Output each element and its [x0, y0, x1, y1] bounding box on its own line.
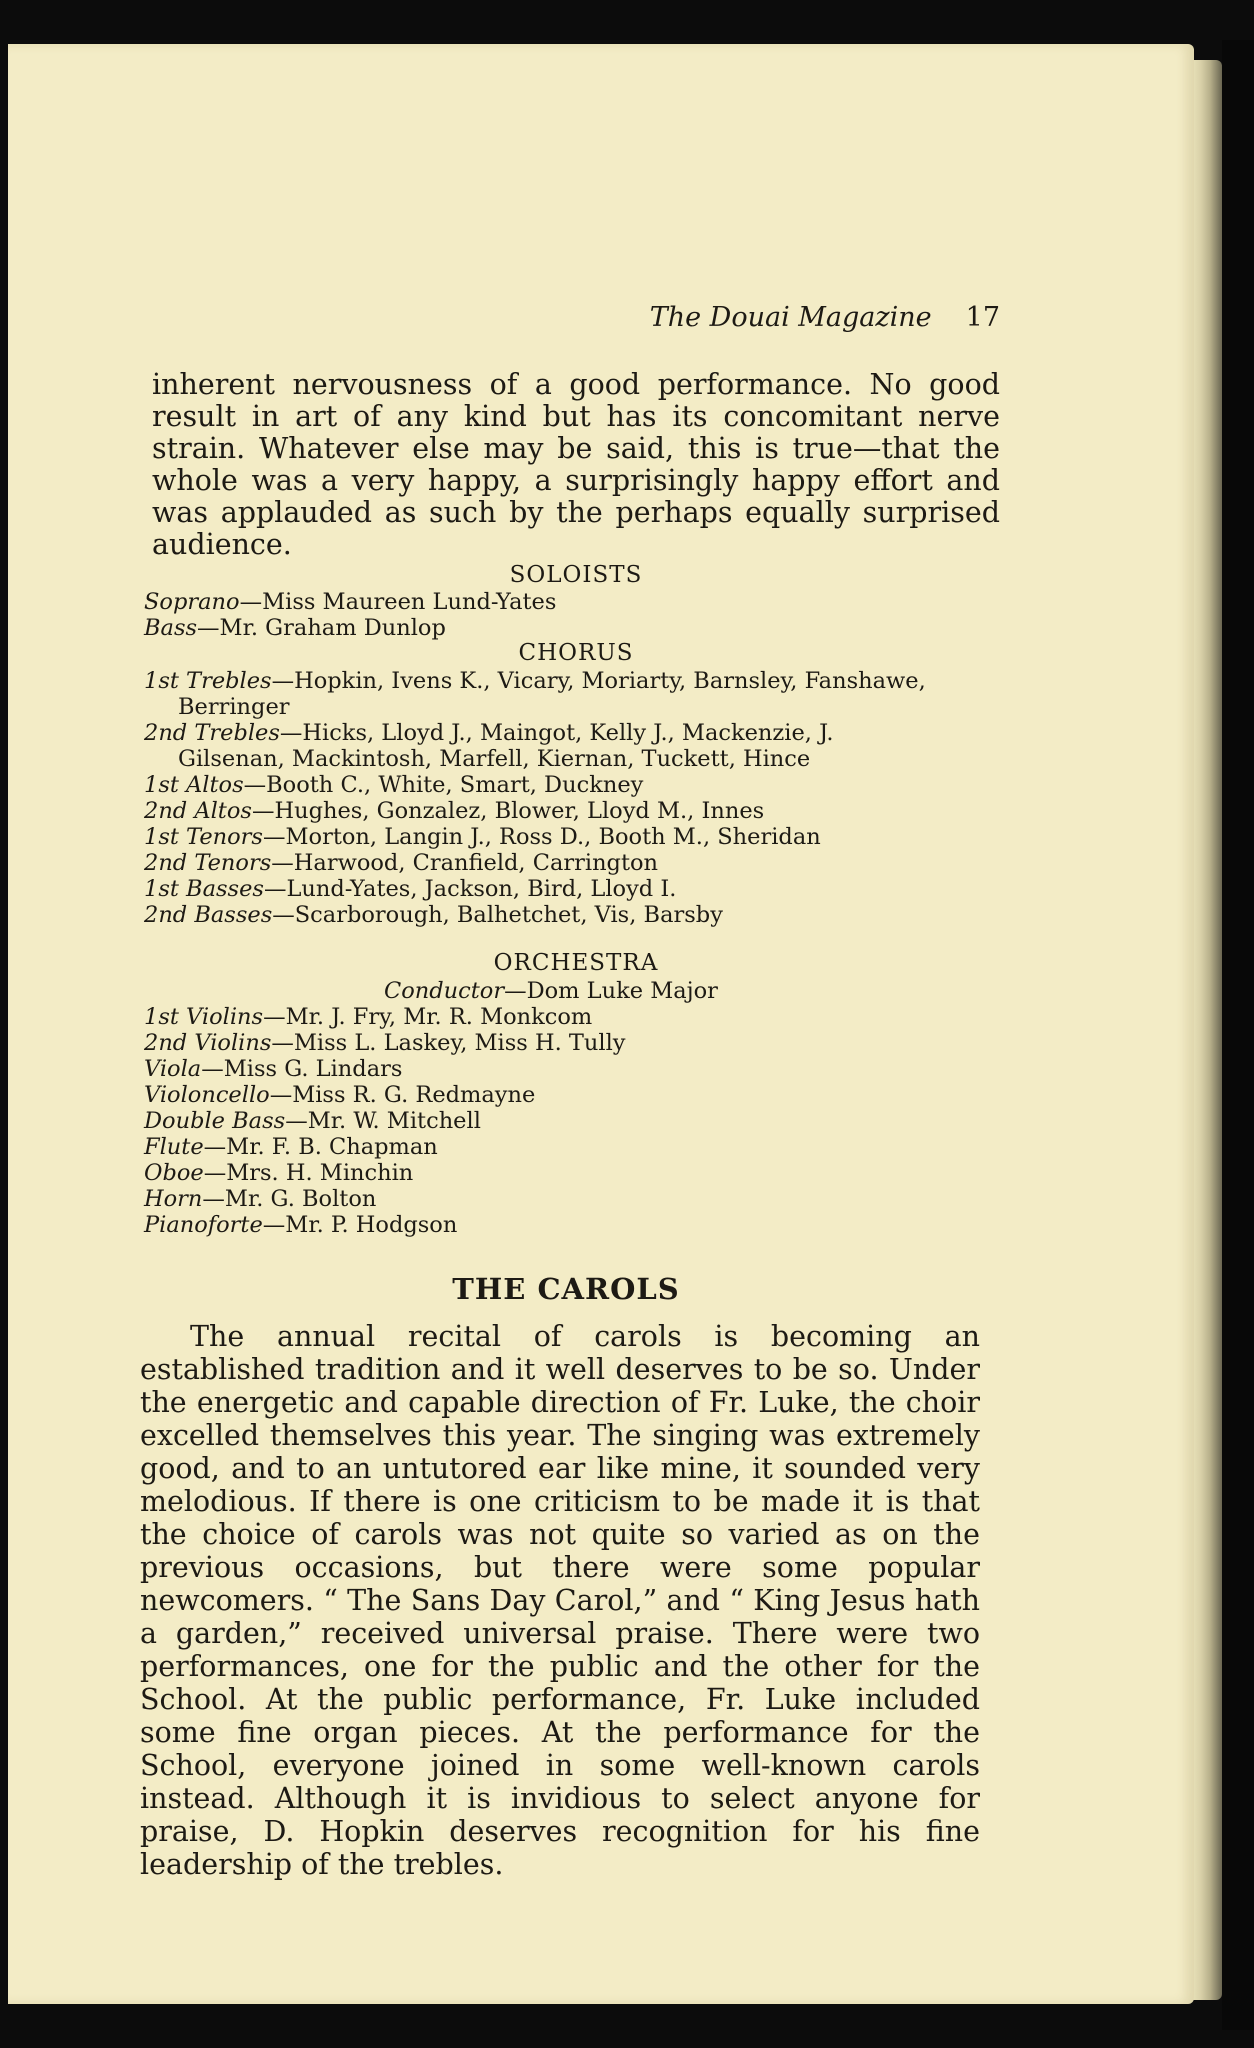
list-item: [144, 1186, 1014, 1212]
page-edge: [1192, 60, 1222, 2000]
performer-names: —Lund-Yates, Jackson, Bird, Lloyd I.: [263, 876, 677, 902]
page-number: 17: [965, 302, 1000, 333]
role-label: Pianoforte: [144, 1212, 263, 1238]
performer-names: —Booth C., White, Smart, Duckney: [243, 772, 644, 798]
list-item: [144, 876, 1014, 902]
list-item: [144, 720, 1014, 746]
list-item: [144, 615, 1014, 641]
performer-names: —Miss R. G. Redmayne: [269, 1082, 536, 1108]
list-item: [144, 850, 1014, 876]
list-item: [144, 1056, 1014, 1082]
list-item: [144, 589, 1014, 615]
performer-names: —Dom Luke Major: [504, 978, 718, 1004]
role-label: Viola: [144, 1056, 202, 1082]
list-item-conductor: [144, 978, 1014, 1004]
role-label: Horn: [144, 1186, 203, 1212]
orchestra-heading: ORCHESTRA: [493, 950, 659, 976]
carols-paragraph: The annual recital of carols is becoming an established tradition and it well deserves to be so. Under the energetic and capable direction of Fr. Luke, the choir excelled themselves this year. The singing was extremely good, and to an untutored ear like mine, it sounded very melodious. If there is one criticism to be made it is that the choice of carols was not quite so varied as on the previous occasions, but there were some popular newcomers. “ The Sans Day Carol,” and “ King Jesus hath a garden,” received universal praise. There were two performances, one for the public and the other for the School. At the public performance, Fr. Luke included some fine organ pieces. At the performance for the School, everyone joined in some well-known carols instead. Although it is invidious to select anyone for praise, D. Hopkin deserves recognition for his fine leadership of the trebles.: [140, 1320, 980, 1881]
orchestra-list: [144, 978, 1014, 1238]
book-spine: [1222, 40, 1254, 2030]
list-item: [144, 824, 1014, 850]
performer-names: —Hicks, Lloyd J., Maingot, Kelly J., Mackenzie, J.: [279, 720, 834, 746]
soloists-heading: SOLOISTS: [509, 562, 643, 588]
list-item: [144, 1030, 1014, 1056]
role-label: Conductor: [384, 978, 505, 1004]
role-label: 2nd Trebles: [144, 720, 280, 746]
role-label: Oboe: [144, 1160, 204, 1186]
performer-names: —Miss L. Laskey, Miss H. Tully: [271, 1030, 626, 1056]
list-item: [144, 1004, 1014, 1030]
performer-names: —Mr. Graham Dunlop: [197, 615, 446, 641]
intro-paragraph: inherent nervousness of a good performance. No good result in art of any kind but has its concomitant nerve strain. Whatever else may be said, this is true—that the whole was a very happy, a surprisingly happy effort and was applauded as such by the perhaps equally surprised audience.: [152, 368, 1000, 561]
role-label: 1st Basses: [144, 876, 264, 902]
role-label: 2nd Violins: [144, 1030, 272, 1056]
chorus-heading: CHORUS: [518, 640, 634, 666]
list-item: [144, 1212, 1014, 1238]
performer-names: —Hughes, Gonzalez, Blower, Lloyd M., Innes: [251, 798, 765, 824]
list-item: [144, 1108, 1014, 1134]
list-item: [144, 1160, 1014, 1186]
list-item: [144, 1134, 1014, 1160]
performer-names: —Mr. G. Bolton: [202, 1186, 377, 1212]
chorus-list: [144, 668, 1014, 928]
performer-names: —Mr. W. Mitchell: [285, 1108, 481, 1134]
role-label: 1st Violins: [144, 1004, 264, 1030]
performer-names: —Miss G. Lindars: [201, 1056, 403, 1082]
list-item: [144, 1082, 1014, 1108]
list-item: [144, 668, 1014, 694]
list-item-continuation: Gilsenan, Mackintosh, Marfell, Kiernan, Tuckett, Hince: [178, 746, 811, 772]
role-label: 1st Altos: [144, 772, 244, 798]
performer-names: —Miss Maureen Lund-Yates: [239, 589, 557, 615]
role-label: Soprano: [144, 589, 240, 615]
list-item: [144, 772, 1014, 798]
performer-names: —Mrs. H. Minchin: [203, 1160, 414, 1186]
section-title-carols: THE CAROLS: [452, 1272, 680, 1306]
performer-names: —Morton, Langin J., Ross D., Booth M., Sheridan: [262, 824, 821, 850]
soloists-list: [144, 589, 1014, 641]
role-label: 1st Tenors: [144, 824, 263, 850]
page-content: [8, 44, 1194, 2004]
list-item: [144, 902, 1014, 928]
role-label: Bass: [144, 615, 198, 641]
list-item: [144, 798, 1014, 824]
role-label: 2nd Altos: [144, 798, 252, 824]
role-label: Violoncello: [144, 1082, 270, 1108]
performer-names: —Mr. F. B. Chapman: [203, 1134, 438, 1160]
role-label: 2nd Basses: [144, 902, 273, 928]
magazine-title: The Douai Magazine: [649, 302, 932, 333]
running-header: [608, 302, 1000, 333]
book-page: [8, 44, 1194, 2004]
performer-names: —Scarborough, Balhetchet, Vis, Barsby: [272, 902, 723, 928]
performer-names: —Hopkin, Ivens K., Vicary, Moriarty, Barnsley, Fanshawe,: [271, 668, 926, 694]
role-label: 1st Trebles: [144, 668, 272, 694]
role-label: 2nd Tenors: [144, 850, 272, 876]
performer-names: —Mr. P. Hodgson: [262, 1212, 458, 1238]
role-label: Flute: [144, 1134, 204, 1160]
performer-names: —Harwood, Cranfield, Carrington: [271, 850, 659, 876]
list-item-continuation: Berringer: [178, 694, 290, 720]
performer-names: —Mr. J. Fry, Mr. R. Monkcom: [263, 1004, 593, 1030]
role-label: Double Bass: [144, 1108, 286, 1134]
